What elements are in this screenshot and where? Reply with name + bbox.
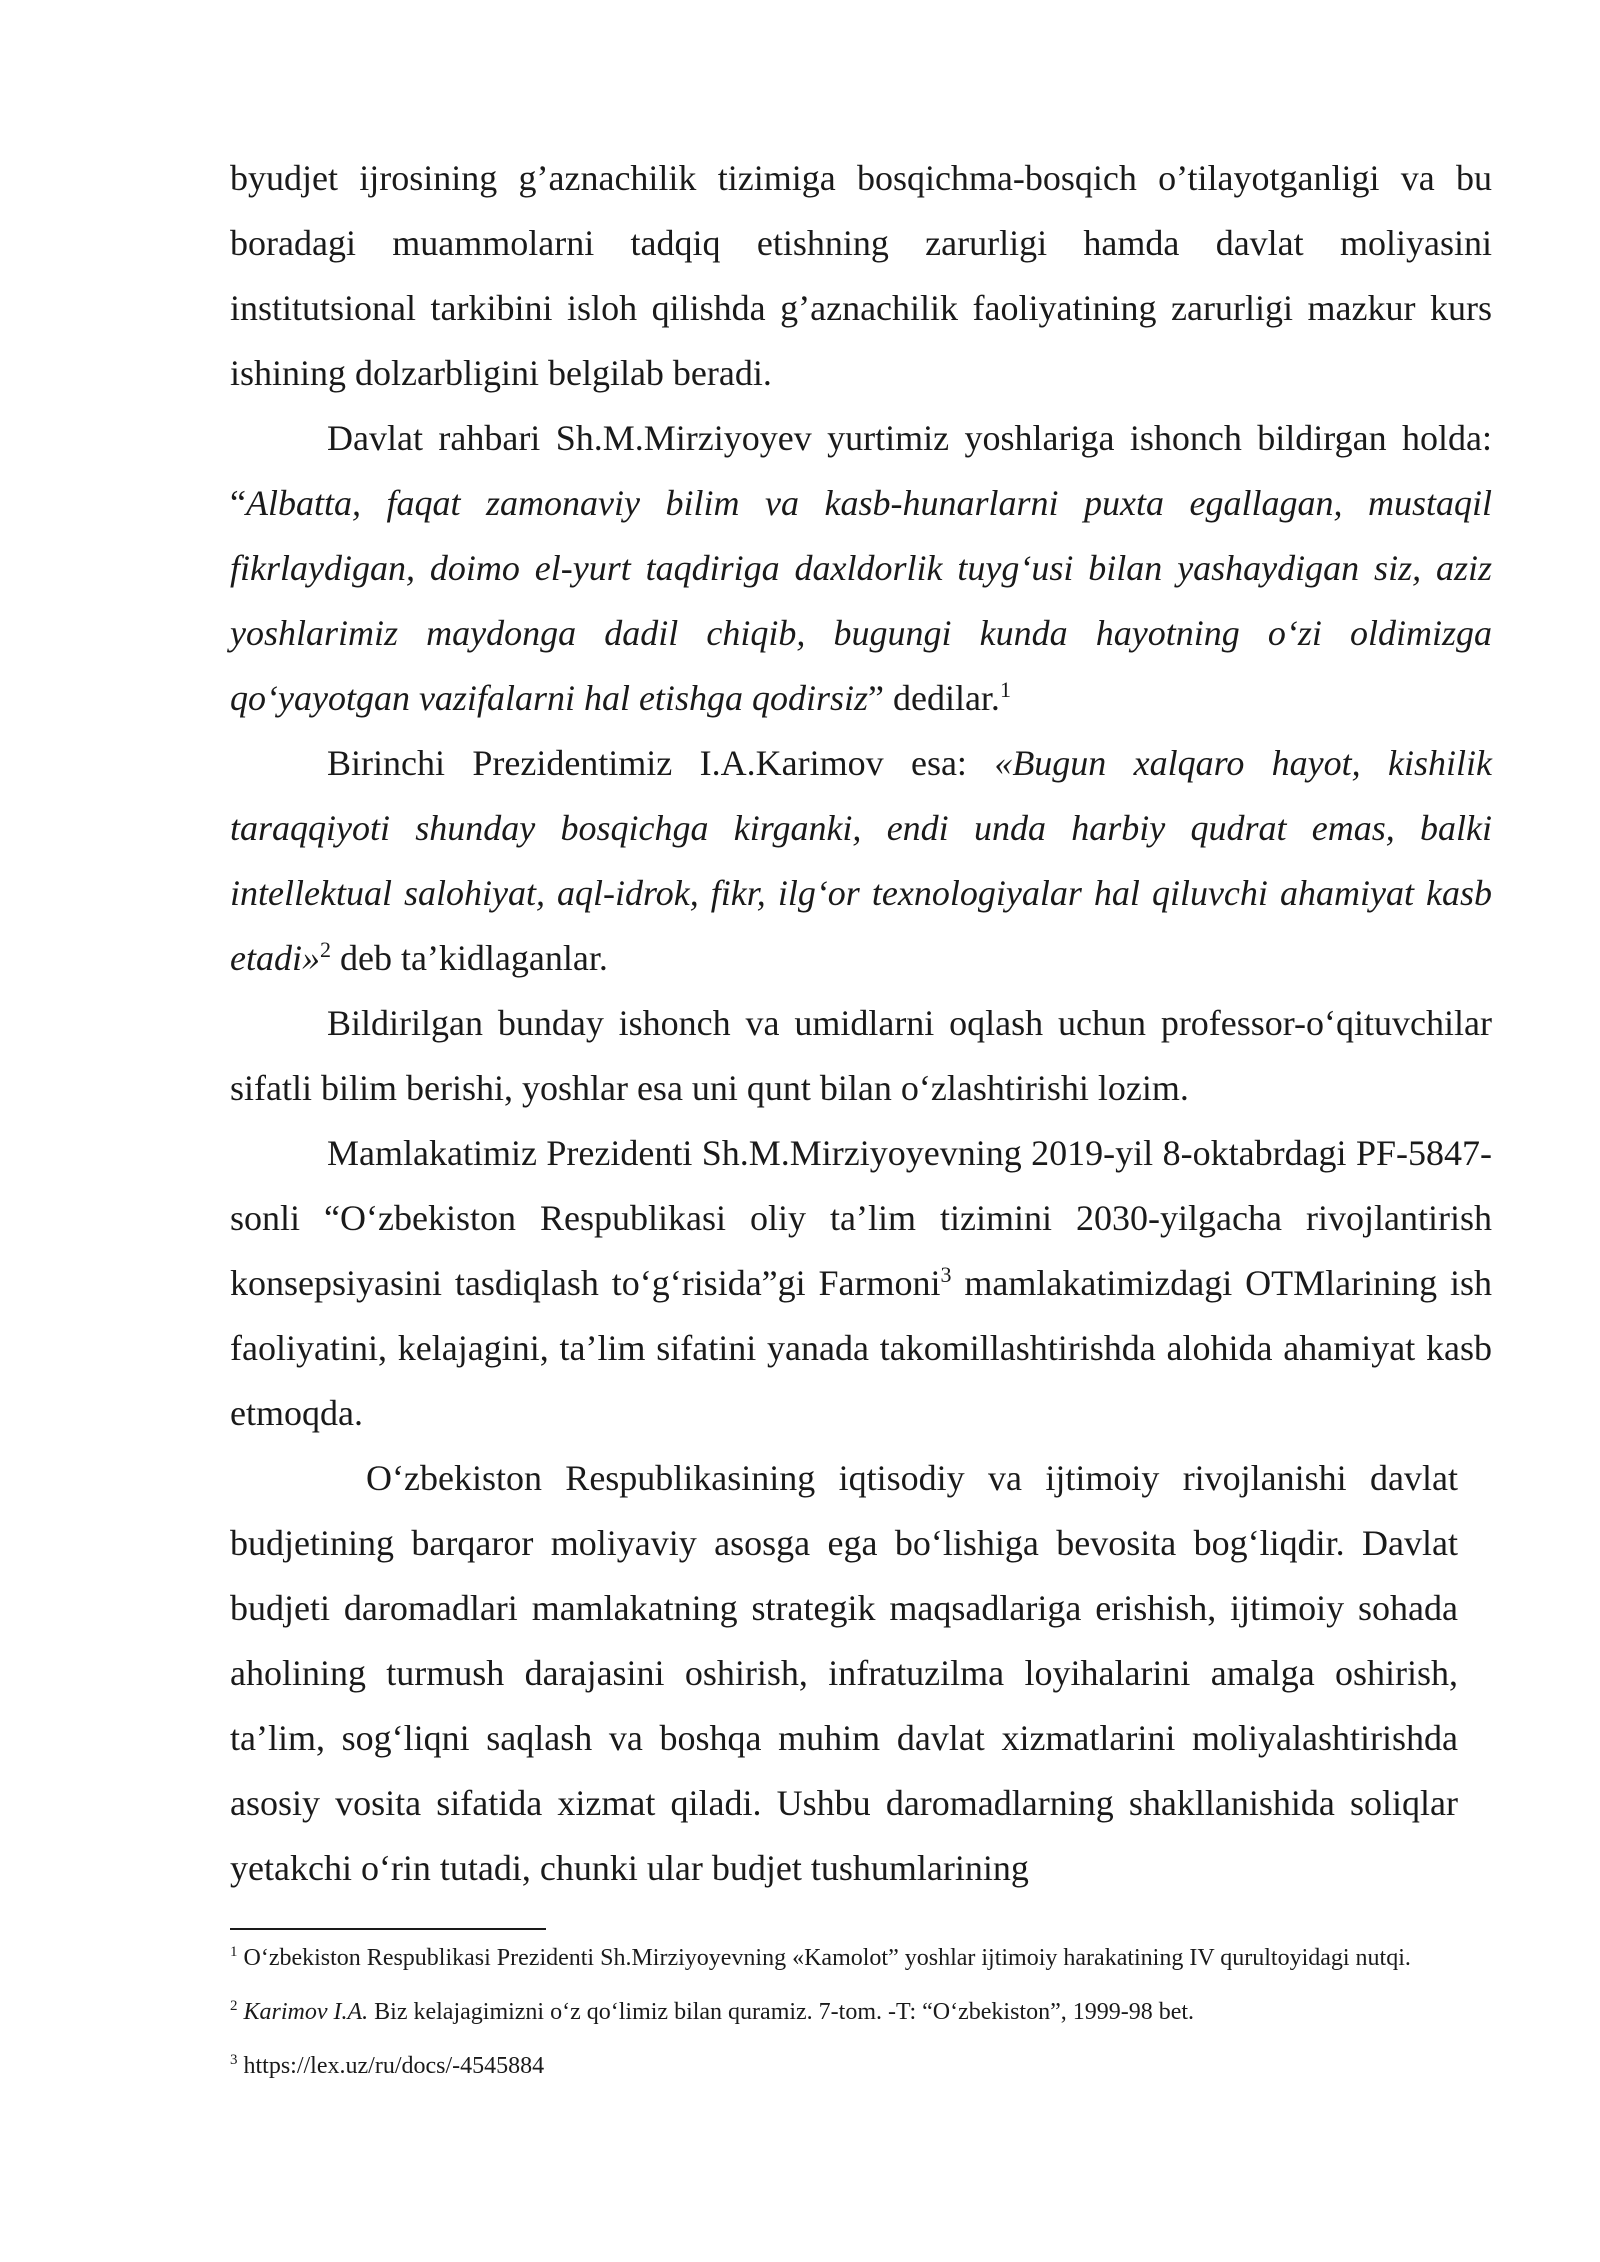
paragraph-3-end: deb ta’kidlaganlar.	[330, 938, 608, 978]
footnote-separator	[230, 1928, 546, 1930]
footnote-3	[230, 2050, 1492, 2083]
footnote-2	[230, 1996, 1492, 2029]
footnote-1-number: 1	[230, 1944, 238, 1960]
paragraph-2-intro: Davlat rahbari Sh.M.Mirziyoyev yurtimiz yoshlariga ishonch bildirgan holda: “	[230, 418, 1492, 523]
paragraph-3-quote: «Bugun xalqaro hayot, kishilik taraqqiyoti shunday bosqichga kirganki, endi unda harbiy qudrat emas, balki intellektual salohiyat, aql-idrok, fikr, ilg‘or texnologiyalar hal qiluvchi ahamiyat kasb etadi»	[230, 743, 1493, 978]
footnote-2-text: Biz kelajagimizni o‘z qo‘limiz bilan quramiz. 7-tom. -T: “O‘zbekiston”, 1999-98 bet.	[368, 1999, 1195, 2025]
footnote-3-link[interactable]: https://lex.uz/ru/docs/-4545884	[237, 2053, 545, 2079]
paragraph-3-intro: Birinchi Prezidentimiz I.A.Karimov esa:	[327, 743, 995, 783]
paragraph-1: byudjet ijrosining g’aznachilik tizimiga bosqichma-bosqich o’tilayotganligi va bu boradagi muammolarni tadqiq etishning zarurligi hamda davlat moliyasini institutsional tarkibini isloh qilishda g’aznachilik faoliyatining zarurligi mazkur kurs ishining dolzarbligini belgilab beradi.	[230, 158, 1492, 393]
paragraph-2-quote: Albatta, faqat zamonaviy bilim va kasb-hunarlarni puxta egallagan, mustaqil fikrlaydigan, doimo el-yurt taqdiriga daxldorlik tuyg‘usi bilan yashaydigan siz, aziz yoshlarimiz maydonga dadil chiqib, bugungi kunda hayotning o‘zi oldimizga qo‘yayotgan vazifalarni hal etishga qodirsiz	[230, 483, 1492, 718]
footnote-ref-1[interactable]: 1	[999, 677, 1011, 702]
paragraph-5-text-a: Mamlakatimiz Prezidenti Sh.M.Mirziyoyevning 2019-yil 8-oktabrdagi PF-5847-sonli “O‘zbekiston Respublikasi oliy ta’lim tizimini 2030-yilgacha rivojlantirish konsepsiyasini tasdiqlash to‘g‘risida”gi Farmoni	[230, 1133, 1492, 1303]
paragraph-2	[230, 406, 1492, 731]
footnote-2-author: Karimov I.A.	[243, 1999, 369, 2025]
paragraph-4: Bildirilgan bunday ishonch va umidlarni oqlash uchun professor-o‘qituvchilar sifatli bilim berishi, yoshlar esa uni qunt bilan o‘zlashtirishi lozim.	[230, 1003, 1492, 1108]
footnote-1-text: O‘zbekiston Respublikasi Prezidenti Sh.Mirziyoyevning «Kamolot” yoshlar ijtimoiy harakatining IV qurultoyidagi nutqi.	[237, 1945, 1411, 1971]
paragraph-2-end: ” dedilar.	[867, 678, 1000, 718]
footnote-3-number: 3	[230, 2052, 238, 2068]
footnote-ref-3[interactable]: 3	[940, 1262, 952, 1287]
paragraph-3	[230, 731, 1492, 991]
footnote-ref-2[interactable]: 2	[319, 937, 331, 962]
footnote-1	[230, 1942, 1492, 1975]
paragraph-5	[230, 1121, 1492, 1446]
body-text	[230, 146, 1492, 1901]
footnote-2-number: 2	[230, 1998, 238, 2014]
paragraph-6: O‘zbekiston Respublikasining iqtisodiy va ijtimoiy rivojlanishi davlat budjetining barqaror moliyaviy asosga ega bo‘lishiga bevosita bog‘liqdir. Davlat budjeti daromadlari mamlakatning strategik maqsadlariga erishish, ijtimoiy sohada aholining turmush darajasini oshirish, infratuzilma loyihalarini amalga oshirish, ta’lim, sog‘liqni saqlash va boshqa muhim davlat xizmatlarini moliyalashtirishda asosiy vosita sifatida xizmat qiladi. Ushbu daromadlarning shakllanishida soliqlar yetakchi o‘rin tutadi, chunki ular budjet tushumlarining	[230, 1458, 1458, 1888]
footnotes	[230, 1942, 1492, 2104]
paragraph-5-text-b: mamlakatimizdagi OTMlarining ish faoliyatini, kelajagini, ta’lim sifatini yanada takomillashtirishda alohida ahamiyat kasb etmoqda.	[230, 1263, 1493, 1433]
